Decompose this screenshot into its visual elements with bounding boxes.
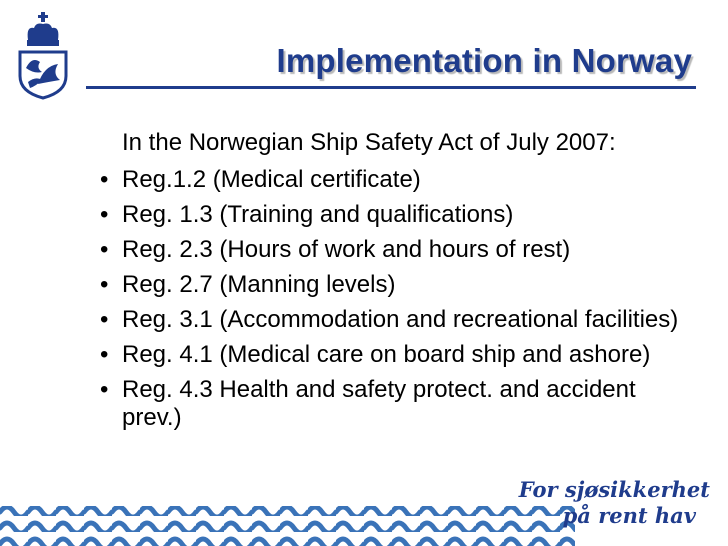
regulation-list bbox=[100, 166, 700, 439]
list-item: • Reg. 2.7 (Manning levels) bbox=[100, 271, 700, 299]
intro-text: In the Norwegian Ship Safety Act of July 2007: bbox=[122, 129, 616, 156]
list-item: • Reg. 2.3 (Hours of work and hours of rest) bbox=[100, 236, 700, 264]
list-item: • Reg.1.2 (Medical certificate) bbox=[100, 166, 700, 194]
motto-line-2: på rent hav bbox=[562, 503, 696, 528]
list-item: • Reg. 3.1 (Accommodation and recreational facilities) bbox=[100, 306, 700, 334]
title-underline bbox=[86, 86, 696, 89]
list-item: • Reg. 4.1 (Medical care on board ship and ashore) bbox=[100, 341, 700, 369]
motto-line-1: For sjøsikkerhet bbox=[518, 477, 710, 502]
list-item: • Reg. 1.3 (Training and qualifications) bbox=[100, 201, 700, 229]
list-item: • Reg. 4.3 Health and safety protect. and accident prev.) bbox=[100, 376, 700, 432]
page-title: Implementation in Norway bbox=[276, 42, 692, 79]
